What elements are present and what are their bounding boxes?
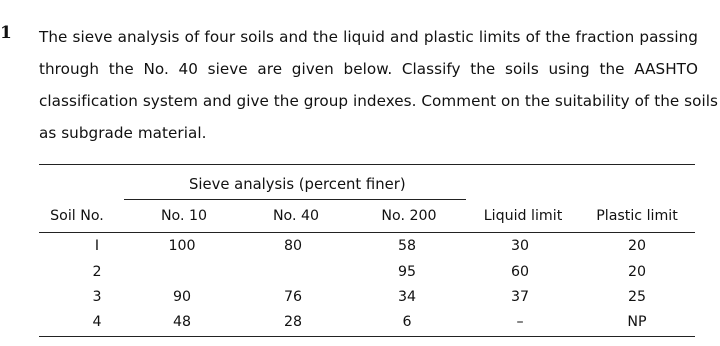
cell-plastic-limit: 20: [627, 264, 647, 280]
group-header-rule: [124, 199, 466, 200]
cell-liquid-limit: 30: [510, 238, 530, 254]
column-header-soil-no: Soil No.: [50, 208, 104, 224]
cell-no-10: 100: [168, 238, 196, 254]
column-header-no-40: No. 40: [272, 208, 320, 224]
cell-plastic-limit: 20: [627, 238, 647, 254]
cell-no-200: 58: [397, 238, 417, 254]
problem-statement: [39, 21, 718, 149]
column-header-no-10: No. 10: [160, 208, 208, 224]
problem-number: 1: [0, 23, 12, 43]
cell-no-10: 48: [172, 314, 192, 330]
cell-no-200: 95: [397, 264, 417, 280]
cell-plastic-limit: NP: [627, 314, 647, 330]
table-top-rule: [39, 164, 695, 165]
cell-no-10: 90: [172, 289, 192, 305]
cell-plastic-limit: 25: [627, 289, 647, 305]
cell-soil-no: 2: [92, 264, 102, 280]
cell-soil-no: I: [94, 238, 100, 254]
column-header-plastic-limit: Plastic limit: [596, 208, 678, 224]
cell-liquid-limit: 37: [510, 289, 530, 305]
column-header-liquid-limit: Liquid limit: [483, 208, 563, 224]
cell-no-40: 76: [283, 289, 303, 305]
problem-line-1: The sieve analysis of four soils and the liquid and plastic limits of the fraction passing: [39, 28, 698, 46]
cell-liquid-limit: –: [516, 314, 524, 330]
problem-line-4: as subgrade material.: [39, 124, 207, 142]
table-bottom-rule: [39, 336, 695, 337]
cell-soil-no: 3: [92, 289, 102, 305]
column-header-no-200: No. 200: [381, 208, 437, 224]
cell-soil-no: 4: [92, 314, 102, 330]
table-group-header: Sieve analysis (percent finer): [189, 176, 406, 193]
cell-no-200: 6: [402, 314, 412, 330]
header-bottom-rule: [39, 232, 695, 233]
problem-line-2: through the No. 40 sieve are given below. Classify the soils using the AASHTO: [39, 60, 698, 78]
problem-line-3: classification system and give the group indexes. Comment on the suitability of the soils: [39, 92, 718, 110]
cell-no-40: 28: [283, 314, 303, 330]
cell-no-200: 34: [397, 289, 417, 305]
cell-liquid-limit: 60: [510, 264, 530, 280]
cell-no-40: 80: [283, 238, 303, 254]
